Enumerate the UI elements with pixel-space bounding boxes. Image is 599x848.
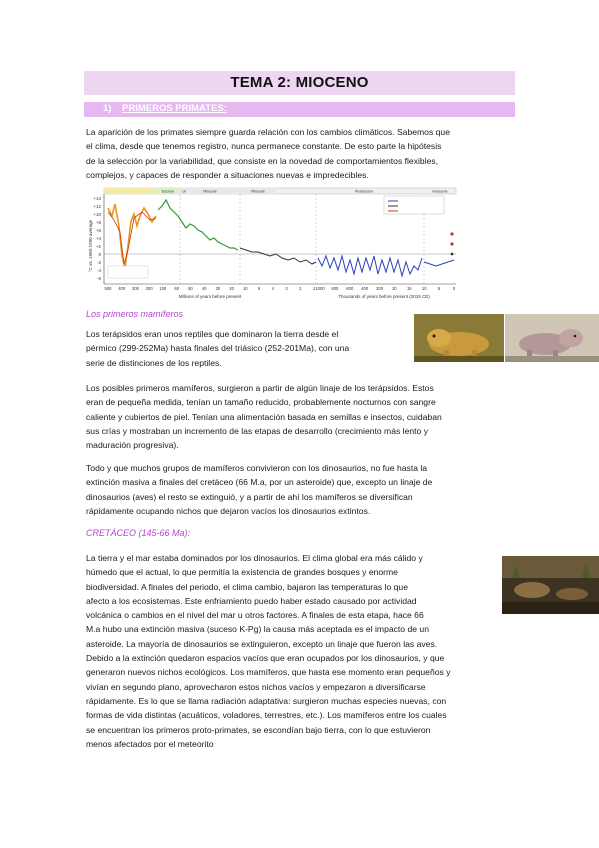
x-tick-right: 600 xyxy=(346,286,354,291)
cretaceous-line: afecto a los ecosistemas. Este enfriamiento puedo haber estado causado por actividad xyxy=(86,595,417,606)
x-tick-right: 800 xyxy=(331,286,339,291)
first-mammals-line: sus crías y mostraban un incremento de las etapas de desarrollo (crecimiento más lento y xyxy=(86,425,429,436)
cretaceous-paragraph xyxy=(86,551,526,751)
x-tick-right: 0 xyxy=(452,286,456,291)
legend-box-left xyxy=(108,266,148,278)
era-label: Pleistocene xyxy=(354,189,374,194)
first-mammals-paragraph xyxy=(86,381,526,452)
x-tick-right: 1000 xyxy=(315,286,325,291)
projection-low-marker xyxy=(451,253,454,256)
intro-line: La aparición de los primates siempre guarda relación con los cambios climáticos. Sabemos que xyxy=(86,127,450,137)
era-header xyxy=(104,188,456,194)
cretaceous-line: menos afectados por el meteorito xyxy=(86,738,214,749)
y-tick: +4 xyxy=(95,236,101,241)
cretaceous-illustration xyxy=(502,556,599,614)
intro-line: complejos, y capaces de responder a situaciones nuevas e impredecibles. xyxy=(86,169,369,180)
y-tick: +6 xyxy=(95,228,101,233)
cretaceous-line: biodiversidad. A finales del periodo, el clima cambio, bajaron las temperaturas lo que xyxy=(86,581,408,592)
x-tick-right: 5 xyxy=(437,286,441,291)
x-tick-right: 10 xyxy=(421,286,427,291)
era-label: Pliocene xyxy=(251,189,265,194)
x-tick-right: 15 xyxy=(406,286,412,291)
intro-paragraph xyxy=(86,125,526,182)
y-tick: +12 xyxy=(93,204,101,209)
section-heading-banner xyxy=(84,102,515,117)
cretaceous-line: rápidamente. Es lo que se llama radiación adaptativa: surgieron muchas especies nuevas, con xyxy=(86,695,447,706)
cretaceous-line: asteroide. La mayoría de dinosaurios se extinguieron, excepto un linaje que fueron las aves. xyxy=(86,638,438,649)
therapsids-line: pérmico (299-252Ma) hasta finales del triásico (252-201Ma), con una xyxy=(86,343,350,354)
era-label: Eocene xyxy=(161,189,175,194)
dinosaurs-line: dinosaurios (aves) el resto se extinguió, y a partir de ahí los mamíferos se diversifican xyxy=(86,491,413,502)
x-tick-left: 5 xyxy=(257,286,261,291)
era-label: Holocene xyxy=(432,189,448,194)
x-axis-label-right: Thousands of years before present (2015 CE) xyxy=(338,294,430,299)
era-label: Ol xyxy=(182,189,186,194)
x-tick-left: 30 xyxy=(215,286,221,291)
cretaceous-line: Debido a la extinción quedaron espacios vacíos que eran ocupados por los dinosaurios, y que xyxy=(86,653,445,664)
x-tick-left: 300 xyxy=(132,286,139,291)
first-mammals-line: caliente y cubiertos de piel. Tenían una alimentación basada en semillas e insectos, cuidaban xyxy=(86,411,442,422)
x-tick-left: 500 xyxy=(104,286,112,291)
first-mammals-line: maduración progresiva). xyxy=(86,440,179,451)
dinosaurs-paragraph xyxy=(86,461,526,518)
x-axis-label-left: Millions of years before present xyxy=(178,294,242,299)
intro-line: el clima, desde que tenemos registro, nunca permanece constante. De esto parte la hipótesis xyxy=(86,141,442,152)
therapsid-illustration xyxy=(414,314,504,362)
subheading-cretaceous: CRETÁCEO (145-66 Ma): xyxy=(86,528,191,538)
era-label: Miocene xyxy=(203,189,217,194)
cretaceous-line: húmedo que el actual, lo que permitía la existencia de grandes bosques y enorme xyxy=(86,567,398,578)
section-title: PRIMEROS PRIMATES: xyxy=(122,103,227,114)
y-tick: -4 xyxy=(96,268,101,273)
y-tick: +10 xyxy=(93,212,101,217)
y-tick: -6 xyxy=(96,276,101,281)
x-tick-left: 2 xyxy=(299,286,302,291)
x-tick-left: 1 xyxy=(312,286,316,291)
x-tick-left: 100 xyxy=(159,286,167,291)
projection-high-marker xyxy=(450,232,453,235)
x-tick-right: 20 xyxy=(392,286,397,291)
y-tick: -2 xyxy=(96,260,101,265)
cretaceous-line: La tierra y el mar estaba dominados por los dinosaurios. El clima global era más cálido y xyxy=(86,553,423,563)
x-tick-left: 200 xyxy=(145,286,153,291)
cretaceous-line: formas de vida distintas (acuáticos, voladores, terrestres, etc.). Los mamíferos entre los cuales xyxy=(86,710,447,721)
cretaceous-line: vivían en segundo plano, aprovecharon estos nichos vacíos y empezaron a diversificarse xyxy=(86,681,426,692)
x-tick-left: 50 xyxy=(188,286,193,291)
therapsids-paragraph xyxy=(86,327,416,370)
title-banner xyxy=(84,71,515,95)
x-tick-left: 4 xyxy=(271,286,274,291)
cretaceous-line: se encuentran los primeros proto-primates, se escondían bajo tierra, con lo que estuvieron xyxy=(86,724,431,735)
cretaceous-line: volcánica o cambios en el nivel del mar u otros factores. A finales de esta etapa, hace 66 xyxy=(86,610,424,621)
therapsids-line: Los terápsidos eran unos reptiles que dominaron la tierra desde el xyxy=(86,329,339,339)
cretaceous-line: generaron nuevos nichos ecológicos. Los mamíferos, que hasta ese momento eran pequeños y xyxy=(86,667,451,678)
first-mammals-line: eran de pequeña medida, tenían un tamaño reducido, probablemente nocturnos con sangre xyxy=(86,397,436,408)
dinosaurs-line: Todo y que muchos grupos de mamíferos convivieron con los dinosaurios, no fue hasta la xyxy=(86,463,428,473)
dinosaurs-line: extinción masiva a finales del cretáceo (66 M.a, por un asteroide) que, excepto un linaje de xyxy=(86,477,433,488)
x-tick-left: 10 xyxy=(242,286,248,291)
y-tick: +2 xyxy=(95,244,101,249)
y-tick: +8 xyxy=(95,220,101,225)
y-tick: +14 xyxy=(93,196,101,201)
y-axis-label: °C vs. 1960-1990 average xyxy=(88,219,93,273)
paleoclimate-figure xyxy=(84,186,459,302)
x-tick-right: 400 xyxy=(361,286,369,291)
x-tick-left: 40 xyxy=(201,286,207,291)
intro-line: de la selección por la variabilidad, que consiste en la novedad de comportamientos flexibles, xyxy=(86,155,439,166)
therapsids-line: serie de distinciones de los reptiles. xyxy=(86,357,222,368)
y-tick: 0 xyxy=(98,252,101,257)
projection-mid-marker xyxy=(450,242,453,245)
early-mammal-illustration xyxy=(505,314,599,362)
document-title: TEMA 2: MIOCENO xyxy=(230,74,369,91)
x-tick-left: 60 xyxy=(174,286,180,291)
dinosaurs-line: rápidamente ocupando nichos que dejaron vacíos los dinosaurios extintos. xyxy=(86,505,371,516)
x-tick-left: 20 xyxy=(229,286,234,291)
x-tick-left: 3 xyxy=(285,286,288,291)
section-number: 1) xyxy=(103,103,112,114)
cretaceous-line: M.a hubo una extinción masiva (suceso K-Pg) la causa más aceptada es el impacto de un xyxy=(86,624,429,635)
x-tick-right: 200 xyxy=(376,286,384,291)
subheading-first-mammals: Los primeros mamíferos xyxy=(86,309,184,319)
x-tick-left: 400 xyxy=(118,286,126,291)
first-mammals-line: Los posibles primeros mamíferos, surgieron a partir de algún linaje de los terápsidos. Estos xyxy=(86,383,434,393)
